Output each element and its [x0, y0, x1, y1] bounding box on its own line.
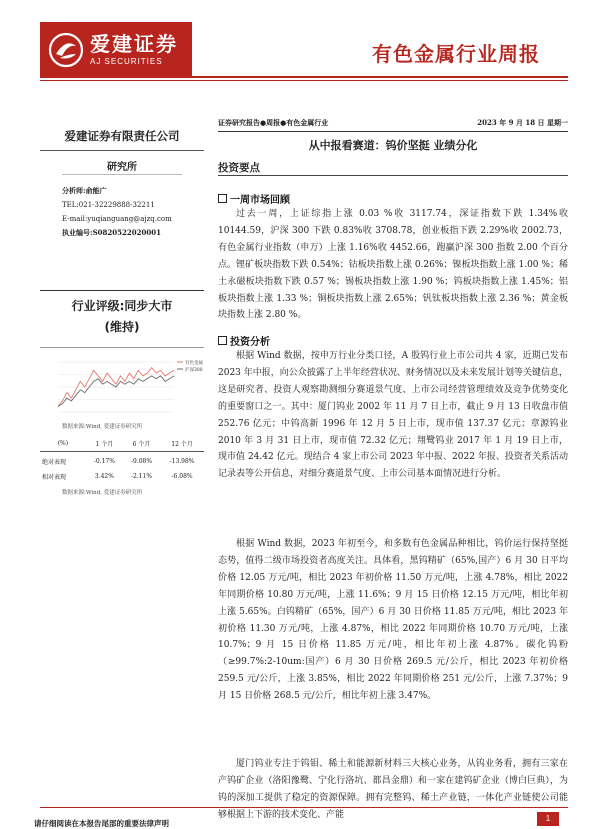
- chart-legend-label: 沪深300: [185, 368, 203, 373]
- chart-legend-label: 有色金属: [185, 361, 203, 366]
- table-cell: -6.08%: [171, 473, 193, 480]
- header-divider-thin: [40, 80, 568, 81]
- checkbox-bullet-icon: [218, 194, 227, 203]
- table-header: 1 个月: [95, 441, 114, 448]
- sidebar-divider: [40, 150, 204, 151]
- section-title-text: 一周市场回顾: [230, 195, 290, 206]
- logo-english-name: AJ SECURITIES: [90, 57, 163, 66]
- rating-status: (维持): [104, 320, 140, 334]
- sidebar-divider-thin: [62, 174, 182, 175]
- report-category: 证券研究报告●周报●有色金属行业: [218, 118, 329, 127]
- table-header: 12 个月: [171, 441, 193, 448]
- table-row: [40, 469, 204, 484]
- table-cell: -13.98%: [169, 458, 195, 465]
- table-row-label: 绝对表现: [42, 459, 67, 466]
- checkbox-bullet-icon: [218, 336, 227, 345]
- section-title-market-review: [218, 191, 290, 206]
- table-header: 6 个月: [132, 441, 151, 448]
- table-header-row: [40, 436, 204, 452]
- table-cell: 3.42%: [94, 473, 114, 480]
- department-name: 研究所: [107, 162, 137, 173]
- industry-rating: [40, 290, 204, 348]
- analysis-paragraph-3: 厦门钨业专注于钨钼、稀土和能源新材料三大核心业务，从钨业务看，拥有三家在产钨矿企业（洛阳豫鹭、宁化行洛坑、都昌金鼎）和一家在建钨矿企业（博白巨典），为钨的深加工提供了稳定的资源保障。拥有完整钨、稀土产业链，一体化产业链使公司能够根据上下游的技术变化、产能: [218, 759, 568, 820]
- logo-chinese-name: 爱建证券: [90, 32, 178, 56]
- table-cell: -9.08%: [130, 458, 153, 465]
- performance-chart: [44, 356, 204, 420]
- section-title-investment-analysis: [218, 333, 270, 348]
- chart-source: 数据来源:Wind, 爱建证券研究所: [62, 424, 143, 430]
- meta-divider: [218, 131, 568, 132]
- report-series-title: 有色金属行业周报: [372, 42, 540, 66]
- section-title-text: 投资分析: [230, 337, 270, 348]
- table-cell: -0.17%: [93, 458, 115, 465]
- analyst-email[interactable]: E-mail:yuqianguang@ajzq.com: [62, 215, 172, 223]
- analyst-tel: TEL:021-32229888-32211: [62, 201, 155, 209]
- page-number: 1: [537, 812, 559, 826]
- company-name: 爱建证券有限责任公司: [64, 129, 180, 143]
- highlights-divider: [218, 175, 568, 176]
- footer-divider: [40, 807, 568, 808]
- report-title: 从中报看赛道：钨价坚挺 业绩分化: [308, 139, 478, 152]
- logo-emblem-icon: [48, 32, 84, 68]
- legal-disclaimer-note[interactable]: 请仔细阅读在本报告尾部的重要法律声明: [34, 819, 169, 828]
- header-divider: [192, 76, 568, 78]
- table-header: (%): [57, 440, 69, 447]
- investment-highlights-heading: 投资要点: [218, 162, 260, 174]
- brand-logo: [40, 22, 192, 78]
- table-row: [40, 452, 204, 470]
- analysis-paragraph-1: 根据 Wind 数据，按申万行业分类口径，A 股钨行业上市公司共 4 家，近期已发布 2023 年中报，向公众披露了上半年经营状况、财务情况以及未来发展计划等关键信息，这是研究者、投资人观察勘测细分赛道景气度、上市公司经营管理绩效及竞争优势变化的重要窗口之一。其中：厦门钨业 2002 年 11 月 7 日上市，截止 9 月 13 日收盘市值 252.76 亿元；中钨高新 1996 年 12 月 5 日上市，现市值 137.37 亿元；章源钨业 2010 年 3 月 31 日上市，现市值 72.32 亿元；翔鹭钨业 2017 年 1 月 19 日上市，现市值 24.42 亿元。现结合 4 家上市公司 2023 年中报、2022 年报、投资者关系活动记录表等公开信息，对细分赛道景气度、上市公司基本面情况进行分析。: [218, 351, 568, 480]
- performance-table: [40, 436, 204, 484]
- market-review-paragraph: 过去一周，上证综指上涨 0.03 %收 3117.74，深证指数下跌 1.34%收 10144.59，沪深 300 下跌 0.83%收 3708.78，创业板指下跌 2.29%收 2002.73，有色金属行业指数（申万）上涨 1.16%收 4452.66，跑赢沪深 300 指数 2.00 个百分点。锂矿板块指数下跌 0.54%；钴板块指数上涨 0.26%；镍板块指数上涨 1.00 %；稀土永磁板块指数下跌 0.57 %；锡板块指数上涨 1.90 %；钨板块指数上涨 1.45%；铝板块指数上涨 1.33 %；铜板块指数上涨 2.65%；钒钛板块指数上涨 2.36 %；黄金板块指数上涨 2.80 %。: [218, 209, 568, 321]
- analysis-paragraph-2: 根据 Wind 数据，2023 年初至今，和多数有色金属品种相比，钨价运行保持坚挺态势，值得二级市场投资者高度关注。具体看，黑钨精矿（65%,国产）6 月 30 日平均价格 12.05 万元/吨，相比 2023 年初价格 11.50 万元/吨，上涨 4.78%，相比 2022 年同期价格 10.80 万元/吨，上涨 11.6%；9 月 15 日价格 12.15 万元/吨，相比年初上涨 5.65%。白钨精矿（65%，国产）6 月 30 日价格 11.85 万元/吨，相比 2023 年初价格 11.30 万元/吨，上涨 4.87%，相比 2022 年同期价格 10.70 万元/吨，上涨 10.7%；9 月 15 日价格 11.85 万元/吨，相比年初上涨 4.87%。碳化钨粉（≥99.7%:2-10um:国产）6 月 30 日价格 269.5 元/公斤，相比 2023 年初价格 259.5 元/公斤，上涨 3.85%，相比 2022 年同期价格 251 元/公斤，上涨 7.37%；9 月 15 日价格 268.5 元/公斤，相比年初上涨 3.47%。: [218, 539, 568, 702]
- report-date: 2023 年 9 月 18 日 星期一: [477, 118, 568, 127]
- analyst-cert-number: 执业编号:S0820522020001: [62, 228, 161, 237]
- analyst-name: 分析师:俞能广: [62, 186, 107, 195]
- table-source: 数据来源:Wind, 爱建证券研究所: [62, 490, 143, 496]
- table-cell: -2.11%: [130, 473, 153, 480]
- rating-label: 行业评级:同步大市: [71, 299, 173, 313]
- table-row-label: 相对表现: [42, 474, 67, 481]
